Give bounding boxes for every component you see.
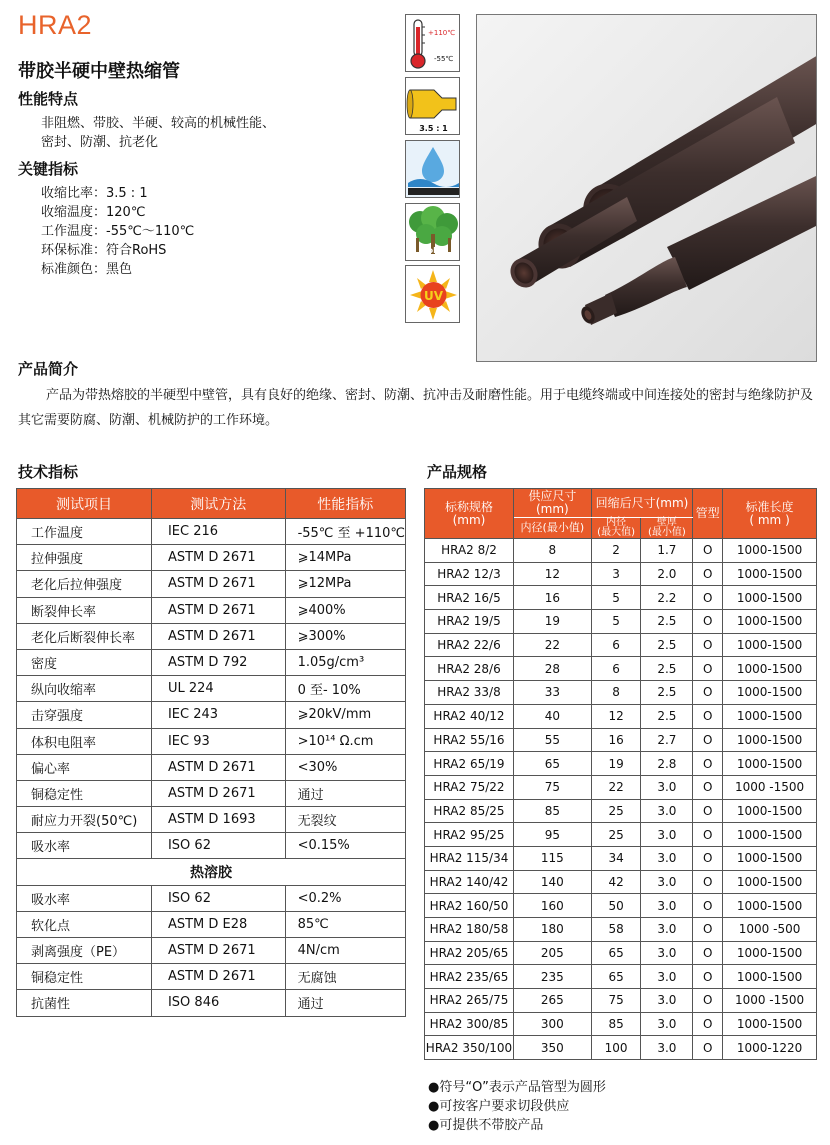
table-cell: 55 — [513, 728, 591, 752]
spec-heading: 产品规格 — [427, 463, 488, 481]
product-code-title: HRA2 — [18, 10, 93, 40]
table-cell: 1000-1500 — [723, 965, 817, 989]
table-cell: 25 — [591, 799, 641, 823]
table-cell: 85 — [513, 799, 591, 823]
table-cell: O — [693, 1012, 723, 1036]
table-cell: 通过 — [285, 780, 405, 806]
column-subheader: 壁厚 (最小值) — [641, 518, 693, 539]
table-cell: 1000-1500 — [723, 562, 817, 586]
table-cell: 5 — [591, 586, 641, 610]
tech-spec-table — [16, 488, 406, 1017]
table-cell: 85 — [591, 1012, 641, 1036]
table-cell: ⩾14MPa — [285, 545, 405, 571]
table-row — [17, 833, 406, 859]
note-line: ●可提供不带胶产品 — [428, 1118, 544, 1133]
table-row — [17, 911, 406, 937]
table-cell: 1000-1500 — [723, 704, 817, 728]
svg-text:UV: UV — [423, 289, 444, 303]
table-cell: 2.7 — [641, 728, 693, 752]
column-subheader: 内径 (最大值) — [591, 518, 641, 539]
table-cell: 1000-1500 — [723, 728, 817, 752]
table-cell: 22 — [591, 775, 641, 799]
table-cell: 160 — [513, 894, 591, 918]
section-label: 热溶胶 — [17, 859, 406, 885]
table-cell: O — [693, 586, 723, 610]
table-cell: O — [693, 823, 723, 847]
table-cell: 235 — [513, 965, 591, 989]
table-cell: 偏心率 — [17, 754, 152, 780]
uv-resistant-icon — [405, 265, 460, 323]
table-cell: 1000-1500 — [723, 799, 817, 823]
table-cell: 300 — [513, 1012, 591, 1036]
table-cell: O — [693, 799, 723, 823]
table-cell: ASTM D 1693 — [151, 807, 285, 833]
table-cell: 3.0 — [641, 823, 693, 847]
table-cell: 3.0 — [641, 989, 693, 1013]
table-cell: HRA2 55/16 — [425, 728, 514, 752]
table-row — [425, 539, 817, 563]
table-cell: 2.5 — [641, 633, 693, 657]
table-cell: ⩾300% — [285, 623, 405, 649]
table-cell: 1000-1500 — [723, 823, 817, 847]
table-row — [17, 519, 406, 545]
table-cell: 1000 -1500 — [723, 775, 817, 799]
table-cell: 无腐蚀 — [285, 964, 405, 990]
table-cell: HRA2 300/85 — [425, 1012, 514, 1036]
table-row — [17, 964, 406, 990]
table-cell: HRA2 95/25 — [425, 823, 514, 847]
table-cell: O — [693, 989, 723, 1013]
table-cell: 16 — [591, 728, 641, 752]
table-cell: 2 — [591, 539, 641, 563]
table-cell: 软化点 — [17, 911, 152, 937]
table-cell: O — [693, 752, 723, 776]
table-cell: 1000-1220 — [723, 1036, 817, 1060]
table-cell: HRA2 160/50 — [425, 894, 514, 918]
table-row — [425, 657, 817, 681]
column-header: 标准长度 ( mm ) — [723, 489, 817, 539]
table-cell: 1000-1500 — [723, 657, 817, 681]
table-row — [425, 846, 817, 870]
table-cell: ⩾12MPa — [285, 571, 405, 597]
table-cell: HRA2 8/2 — [425, 539, 514, 563]
table-cell: 140 — [513, 870, 591, 894]
table-cell: 34 — [591, 846, 641, 870]
table-cell: IEC 216 — [151, 519, 285, 545]
column-header: 标称规格 (mm) — [425, 489, 514, 539]
table-cell: 1000-1500 — [723, 610, 817, 634]
table-cell: -55℃ 至 +110℃ — [285, 519, 405, 545]
table-cell: 体积电阻率 — [17, 728, 152, 754]
table-row — [17, 885, 406, 911]
table-cell: O — [693, 633, 723, 657]
product-spec-table — [424, 488, 817, 1060]
table-cell: 85℃ — [285, 911, 405, 937]
table-cell: ASTM D 2671 — [151, 623, 285, 649]
table-cell: 12 — [591, 704, 641, 728]
table-cell: O — [693, 775, 723, 799]
table-cell: 50 — [591, 894, 641, 918]
table-cell: 耐应力开裂(50℃) — [17, 807, 152, 833]
table-row — [17, 807, 406, 833]
table-cell: ASTM D 2671 — [151, 780, 285, 806]
table-cell: 3.0 — [641, 1012, 693, 1036]
table-cell: 密度 — [17, 649, 152, 675]
table-cell: HRA2 65/19 — [425, 752, 514, 776]
table-cell: 19 — [513, 610, 591, 634]
table-cell: 纵向收缩率 — [17, 676, 152, 702]
table-row — [425, 586, 817, 610]
table-row — [17, 938, 406, 964]
table-cell: ASTM D 2671 — [151, 938, 285, 964]
table-cell: ASTM D E28 — [151, 911, 285, 937]
table-row — [425, 562, 817, 586]
table-cell: O — [693, 562, 723, 586]
table-cell: O — [693, 728, 723, 752]
table-cell: 16 — [513, 586, 591, 610]
table-cell: HRA2 350/100 — [425, 1036, 514, 1060]
table-cell: 吸水率 — [17, 885, 152, 911]
table-cell: ASTM D 2671 — [151, 571, 285, 597]
table-cell: 1000-1500 — [723, 681, 817, 705]
table-cell: 铜稳定性 — [17, 780, 152, 806]
table-cell: IEC 93 — [151, 728, 285, 754]
tech-heading: 技术指标 — [18, 463, 79, 481]
table-row — [17, 676, 406, 702]
table-cell: O — [693, 704, 723, 728]
table-row — [17, 728, 406, 754]
column-header: 回缩后尺寸(mm) — [591, 489, 693, 518]
table-row — [425, 1036, 817, 1060]
table-row — [425, 918, 817, 942]
table-row — [425, 799, 817, 823]
svg-text:RoHS: RoHS — [421, 246, 446, 255]
table-cell: 8 — [591, 681, 641, 705]
temperature-icon — [405, 14, 460, 72]
table-row — [425, 728, 817, 752]
column-header: 供应尺寸 (mm) — [513, 489, 591, 518]
table-cell: 3.0 — [641, 1036, 693, 1060]
table-row — [17, 702, 406, 728]
table-cell: HRA2 16/5 — [425, 586, 514, 610]
table-cell: 40 — [513, 704, 591, 728]
table-cell: 58 — [591, 918, 641, 942]
table-row — [17, 754, 406, 780]
table-cell: >10¹⁴ Ω.cm — [285, 728, 405, 754]
table-cell: 工作温度 — [17, 519, 152, 545]
table-cell: 无裂纹 — [285, 807, 405, 833]
table-row — [425, 752, 817, 776]
table-cell: O — [693, 681, 723, 705]
table-cell: <0.15% — [285, 833, 405, 859]
column-header: 测试项目 — [17, 489, 152, 519]
table-cell: 1000-1500 — [723, 1012, 817, 1036]
column-header: 管型 — [693, 489, 723, 539]
table-cell: 19 — [591, 752, 641, 776]
table-cell: 2.5 — [641, 657, 693, 681]
table-cell: HRA2 40/12 — [425, 704, 514, 728]
table-cell: 8 — [513, 539, 591, 563]
table-row — [425, 633, 817, 657]
table-row — [425, 681, 817, 705]
table-row — [425, 989, 817, 1013]
table-cell: 2.5 — [641, 704, 693, 728]
table-cell: HRA2 19/5 — [425, 610, 514, 634]
table-cell: 3 — [591, 562, 641, 586]
table-cell: 75 — [591, 989, 641, 1013]
table-row — [425, 1012, 817, 1036]
table-cell: 5 — [591, 610, 641, 634]
table-cell: 2.8 — [641, 752, 693, 776]
table-cell: 6 — [591, 657, 641, 681]
column-subheader: 内径(最小值) — [513, 518, 591, 539]
key-spec-line: 工作温度：-55℃～110℃ — [41, 224, 195, 239]
table-cell: 1000-1500 — [723, 586, 817, 610]
table-cell: 2.2 — [641, 586, 693, 610]
table-cell: 老化后拉伸强度 — [17, 571, 152, 597]
table-cell: 拉伸强度 — [17, 545, 152, 571]
table-section-row — [17, 859, 406, 885]
table-cell: HRA2 265/75 — [425, 989, 514, 1013]
table-cell: O — [693, 870, 723, 894]
table-cell: 吸水率 — [17, 833, 152, 859]
key-spec-line: 收缩温度：120℃ — [41, 205, 146, 220]
table-cell: 65 — [591, 941, 641, 965]
table-cell: <0.2% — [285, 885, 405, 911]
table-cell: 1000 -500 — [723, 918, 817, 942]
table-row — [425, 870, 817, 894]
table-cell: 通过 — [285, 990, 405, 1016]
table-cell: O — [693, 894, 723, 918]
column-header: 性能指标 — [285, 489, 405, 519]
svg-text:-55℃: -55℃ — [434, 55, 454, 63]
table-cell: 1000-1500 — [723, 752, 817, 776]
table-cell: 击穿强度 — [17, 702, 152, 728]
table-cell: 25 — [591, 823, 641, 847]
table-cell: HRA2 205/65 — [425, 941, 514, 965]
key-specs-heading: 关键指标 — [18, 160, 79, 178]
table-cell: 180 — [513, 918, 591, 942]
table-cell: HRA2 235/65 — [425, 965, 514, 989]
table-cell: 3.0 — [641, 799, 693, 823]
table-cell: 42 — [591, 870, 641, 894]
table-cell: O — [693, 539, 723, 563]
table-row — [425, 775, 817, 799]
table-cell: HRA2 22/6 — [425, 633, 514, 657]
table-row — [17, 649, 406, 675]
table-row — [17, 780, 406, 806]
table-cell: 3.0 — [641, 941, 693, 965]
table-cell: ISO 62 — [151, 885, 285, 911]
table-cell: 265 — [513, 989, 591, 1013]
table-cell: 剥离强度（PE） — [17, 938, 152, 964]
table-cell: UL 224 — [151, 676, 285, 702]
table-cell: 1000-1500 — [723, 846, 817, 870]
table-row — [425, 610, 817, 634]
table-cell: 铜稳定性 — [17, 964, 152, 990]
features-heading: 性能特点 — [18, 90, 79, 108]
table-cell: O — [693, 918, 723, 942]
table-row — [17, 597, 406, 623]
product-name: 带胶半硬中壁热缩管 — [18, 61, 180, 82]
note-line: ●可按客户要求切段供应 — [428, 1099, 570, 1114]
table-cell: 2.0 — [641, 562, 693, 586]
table-cell: HRA2 140/42 — [425, 870, 514, 894]
features-line: 密封、防潮、抗老化 — [41, 135, 159, 150]
svg-text:+110℃: +110℃ — [428, 29, 456, 37]
rohs-eco-icon — [405, 203, 460, 261]
table-cell: 3.0 — [641, 775, 693, 799]
table-cell: 3.0 — [641, 965, 693, 989]
table-cell: 1000-1500 — [723, 539, 817, 563]
table-cell: 1000-1500 — [723, 633, 817, 657]
table-cell: ISO 62 — [151, 833, 285, 859]
note-line: ●符号“O”表示产品管型为圆形 — [428, 1080, 606, 1095]
table-cell: O — [693, 965, 723, 989]
table-cell: IEC 243 — [151, 702, 285, 728]
waterproof-icon — [405, 140, 460, 198]
table-row — [425, 823, 817, 847]
table-row — [425, 965, 817, 989]
table-cell: O — [693, 846, 723, 870]
table-cell: HRA2 85/25 — [425, 799, 514, 823]
table-cell: 12 — [513, 562, 591, 586]
table-cell: 断裂伸长率 — [17, 597, 152, 623]
table-row — [425, 894, 817, 918]
table-cell: O — [693, 610, 723, 634]
table-cell: 65 — [513, 752, 591, 776]
table-cell: 65 — [591, 965, 641, 989]
table-cell: 老化后断裂伸长率 — [17, 623, 152, 649]
intro-heading: 产品简介 — [18, 360, 79, 378]
table-cell: HRA2 12/3 — [425, 562, 514, 586]
table-cell: 3.0 — [641, 918, 693, 942]
table-cell: ASTM D 2671 — [151, 545, 285, 571]
svg-text:3.5 : 1: 3.5 : 1 — [419, 124, 448, 133]
table-row — [17, 623, 406, 649]
table-cell: O — [693, 1036, 723, 1060]
table-cell: 75 — [513, 775, 591, 799]
table-cell: ASTM D 792 — [151, 649, 285, 675]
table-cell: 0 至- 10% — [285, 676, 405, 702]
table-cell: 1000-1500 — [723, 870, 817, 894]
key-spec-line: 标准颜色：黑色 — [41, 262, 133, 277]
table-cell: 100 — [591, 1036, 641, 1060]
table-row — [17, 571, 406, 597]
table-cell: 6 — [591, 633, 641, 657]
table-row — [425, 941, 817, 965]
table-row — [17, 545, 406, 571]
table-cell: 33 — [513, 681, 591, 705]
table-cell: 3.0 — [641, 870, 693, 894]
column-header: 测试方法 — [151, 489, 285, 519]
table-cell: ASTM D 2671 — [151, 964, 285, 990]
table-cell: HRA2 33/8 — [425, 681, 514, 705]
table-cell: 1000-1500 — [723, 894, 817, 918]
table-cell: <30% — [285, 754, 405, 780]
table-row — [425, 704, 817, 728]
table-cell: 350 — [513, 1036, 591, 1060]
table-cell: HRA2 28/6 — [425, 657, 514, 681]
table-cell: ⩾400% — [285, 597, 405, 623]
table-cell: 28 — [513, 657, 591, 681]
table-cell: ASTM D 2671 — [151, 754, 285, 780]
table-cell: O — [693, 941, 723, 965]
table-cell: 205 — [513, 941, 591, 965]
table-cell: 95 — [513, 823, 591, 847]
table-cell: 抗菌性 — [17, 990, 152, 1016]
table-cell: HRA2 75/22 — [425, 775, 514, 799]
table-cell: 4N/cm — [285, 938, 405, 964]
product-photo — [476, 14, 817, 362]
key-spec-line: 环保标准：符合RoHS — [41, 243, 167, 258]
table-cell: ASTM D 2671 — [151, 597, 285, 623]
table-cell: 1000 -1500 — [723, 989, 817, 1013]
table-cell: 115 — [513, 846, 591, 870]
table-cell: 22 — [513, 633, 591, 657]
table-cell: 1.7 — [641, 539, 693, 563]
table-cell: 3.0 — [641, 846, 693, 870]
table-cell: 1000-1500 — [723, 941, 817, 965]
table-cell: ISO 846 — [151, 990, 285, 1016]
table-row — [17, 990, 406, 1016]
table-cell: 2.5 — [641, 681, 693, 705]
table-cell: HRA2 115/34 — [425, 846, 514, 870]
table-cell: 2.5 — [641, 610, 693, 634]
features-line: 非阻燃、带胶、半硬、较高的机械性能、 — [41, 116, 276, 131]
shrink-ratio-icon — [405, 77, 460, 135]
table-cell: 3.0 — [641, 894, 693, 918]
table-cell: O — [693, 657, 723, 681]
key-spec-line: 收缩比率：3.5 : 1 — [41, 186, 148, 201]
intro-paragraph: 产品为带热熔胶的半硬型中壁管，具有良好的绝缘、密封、防潮、抗冲击及耐磨性能。用于电缆终端或中间连接处的密封与绝缘防护及其它需要防腐、防潮、机械防护的工作环境。 — [18, 388, 814, 428]
table-cell: HRA2 180/58 — [425, 918, 514, 942]
table-cell: ⩾20kV/mm — [285, 702, 405, 728]
table-cell: 1.05g/cm³ — [285, 649, 405, 675]
